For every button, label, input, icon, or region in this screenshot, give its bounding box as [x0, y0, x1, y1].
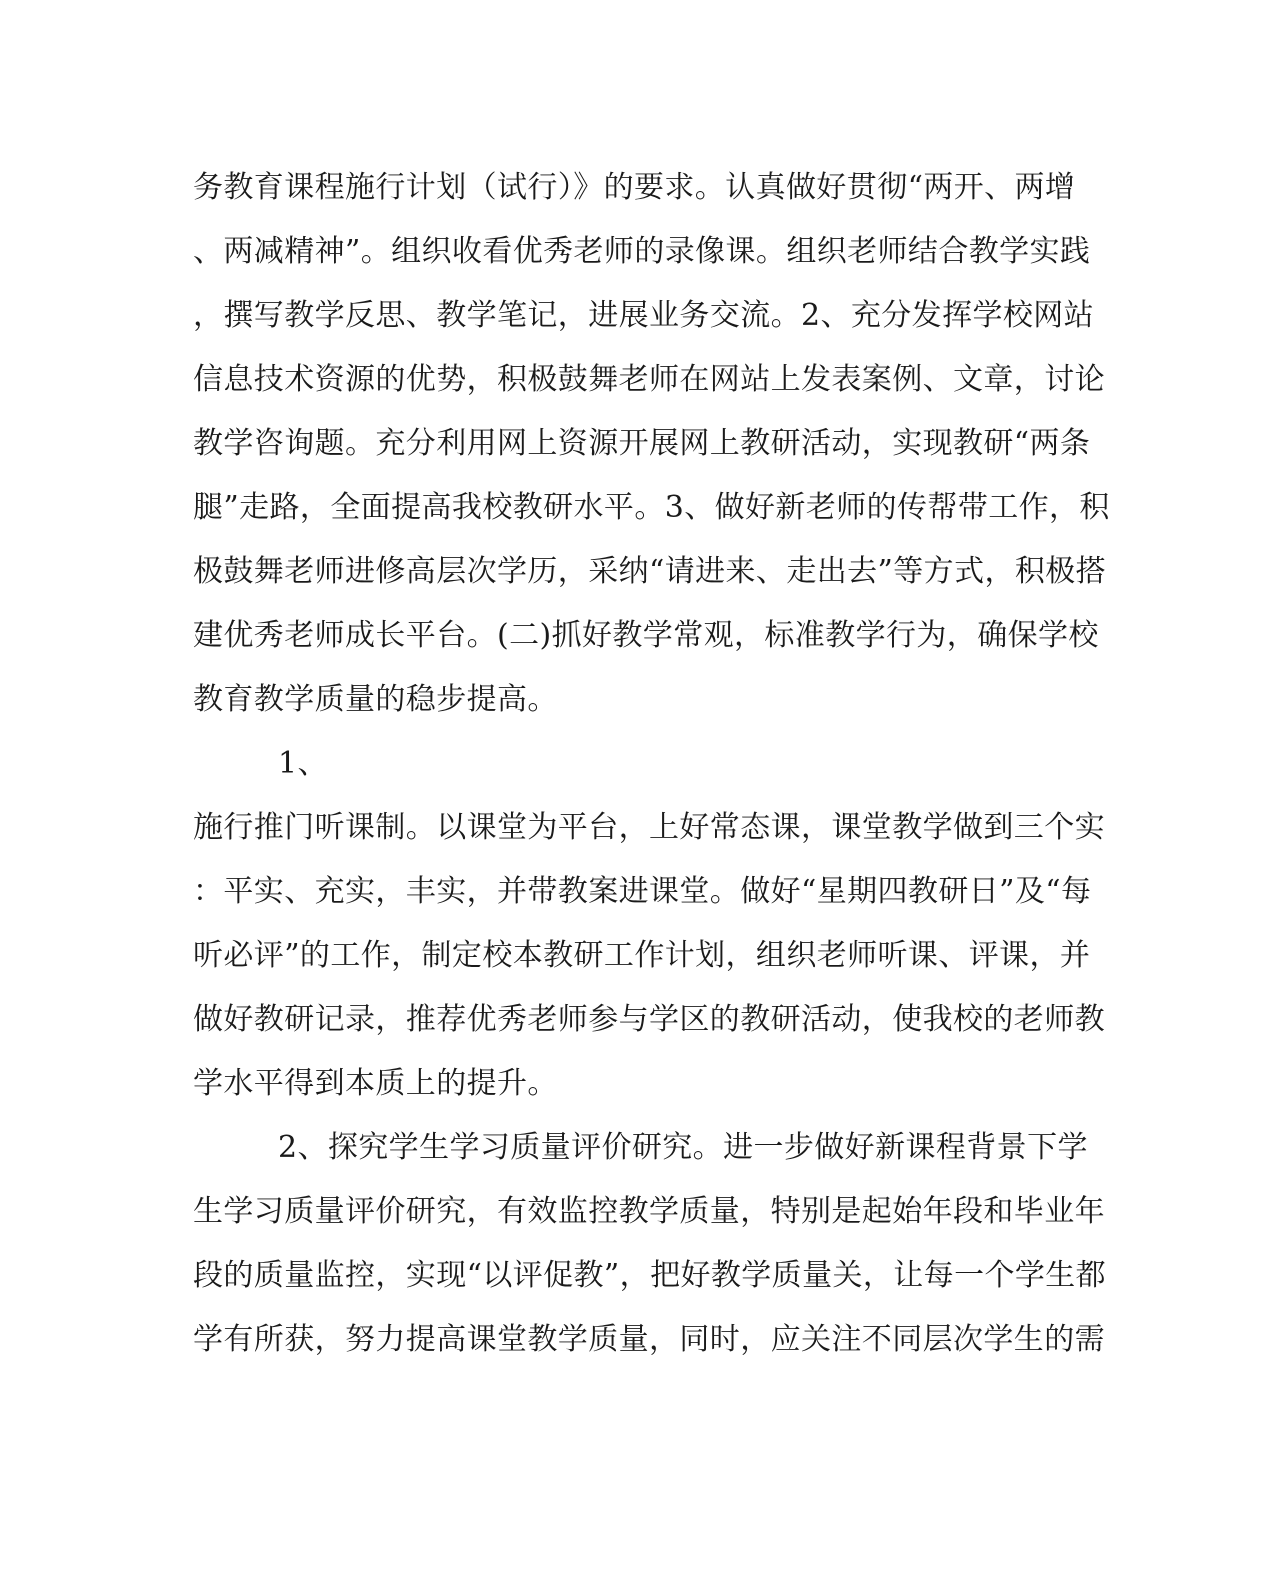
- text-line: 听必评”的工作，制定校本教研工作计划，组织老师听课、评课，并: [193, 938, 1091, 973]
- text-line: ，撰写教学反思、教学笔记，进展业务交流。2、充分发挥学校网站: [193, 298, 1095, 333]
- text-line: 教学咨询题。充分利用网上资源开展网上教研活动，实现教研“两条: [193, 426, 1091, 461]
- text-line: 段的质量监控，实现“以评促教”，把好教学质量关，让每一个学生都: [193, 1258, 1107, 1293]
- text-line: 极鼓舞老师进修高层次学历，采纳“请进来、走出去”等方式，积极搭: [193, 554, 1107, 589]
- text-line: 信息技术资源的优势，积极鼓舞老师在网站上发表案例、文章，讨论: [193, 362, 1105, 397]
- text-line: ：平实、充实，丰实，并带教案进课堂。做好“星期四教研日”及“每: [193, 874, 1092, 909]
- text-line: 施行推门听课制。以课堂为平台，上好常态课，课堂教学做到三个实: [193, 810, 1105, 845]
- text-line: 生学习质量评价研究，有效监控教学质量，特别是起始年段和毕业年: [193, 1194, 1105, 1229]
- text-line: 、两减精神”。组织收看优秀老师的录像课。组织老师结合教学实践: [193, 234, 1091, 269]
- text-line: 建优秀老师成长平台。(二)抓好教学常观，标准教学行为，确保学校: [193, 618, 1099, 653]
- text-line: 做好教研记录，推荐优秀老师参与学区的教研活动，使我校的老师教: [193, 1002, 1105, 1037]
- text-line: 腿”走路，全面提高我校教研水平。3、做好新老师的传帮带工作，积: [193, 490, 1110, 525]
- text-line: 教育教学质量的稳步提高。: [193, 682, 558, 717]
- text-line: 学水平得到本质上的提升。: [193, 1066, 558, 1101]
- text-line: 务教育课程施行计划（试行）》的要求。认真做好贯彻“两开、两增: [193, 170, 1076, 205]
- list-number: 1、: [278, 746, 328, 781]
- paragraph-start-line: 2、探究学生学习质量评价研究。进一步做好新课程背景下学: [278, 1130, 1088, 1165]
- text-line: 学有所获，努力提高课堂教学质量，同时，应关注不同层次学生的需: [193, 1322, 1105, 1357]
